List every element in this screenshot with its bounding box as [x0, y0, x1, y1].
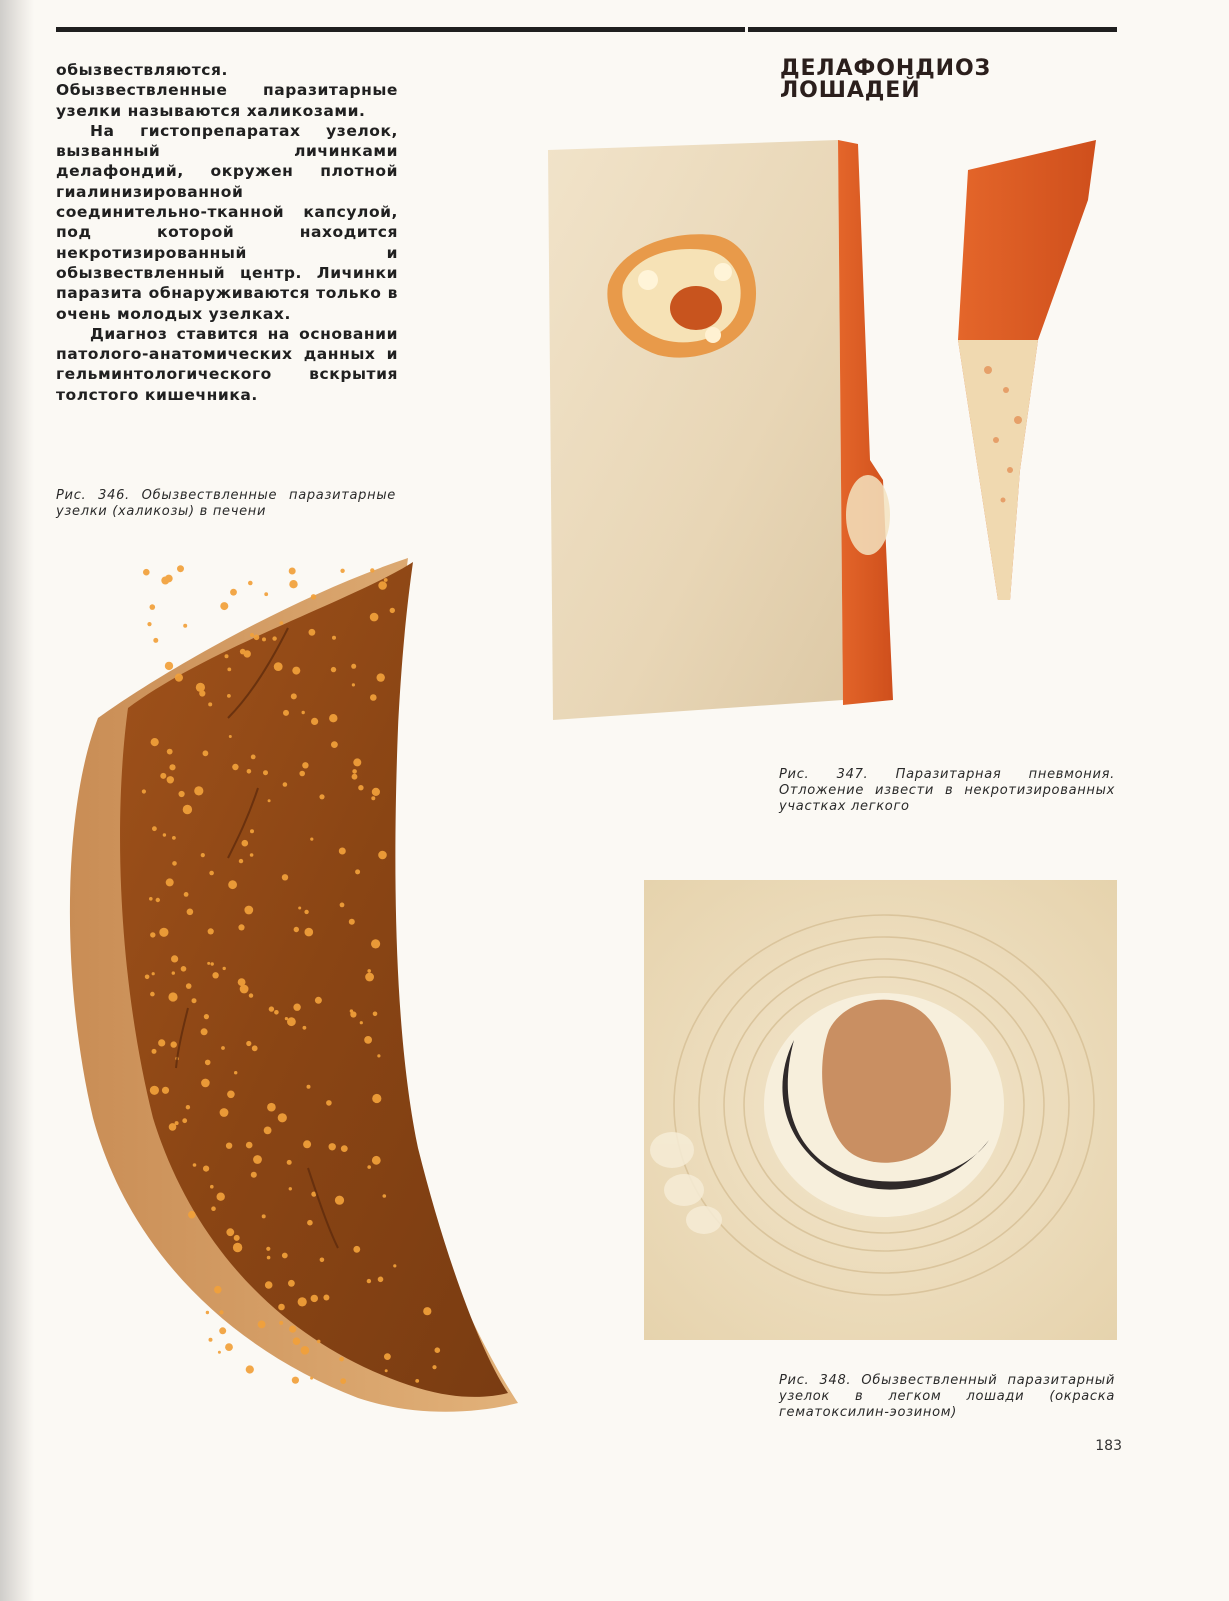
- calcified-nodule: [289, 568, 296, 575]
- calcified-nodule: [283, 782, 288, 787]
- calcified-nodule: [384, 1353, 391, 1360]
- calcified-nodule: [331, 741, 338, 748]
- calcified-nodule: [212, 972, 218, 978]
- calcified-nodule: [145, 975, 150, 980]
- calcified-nodule: [390, 608, 395, 613]
- calcified-nodule: [307, 1085, 311, 1089]
- lesion-spot-2: [714, 263, 732, 281]
- calcified-nodule: [367, 969, 371, 973]
- calcified-nodule: [367, 1165, 371, 1169]
- calcified-nodule: [287, 1160, 292, 1165]
- figure-346-caption: Рис. 346. Обызвествленные паразитарные узелки (халикозы) в печени: [56, 488, 396, 519]
- calcified-nodule: [201, 853, 205, 857]
- calcified-nodule: [227, 694, 231, 698]
- calcified-nodule: [211, 1206, 216, 1211]
- calcified-nodule: [186, 983, 192, 989]
- calcified-nodule: [372, 788, 380, 796]
- calcified-nodule: [246, 1365, 254, 1373]
- calcified-nodule: [367, 1279, 371, 1283]
- calcified-nodule: [156, 898, 160, 902]
- calcified-nodule: [282, 1253, 288, 1259]
- calcified-nodule: [352, 769, 357, 774]
- paragraph-3: Диагноз ставится на основании патолого-анатомических данных и гельминтологического вскрытия толстого кишечника.: [56, 324, 398, 404]
- calcified-nodule: [310, 1377, 313, 1380]
- calcified-nodule: [393, 1264, 396, 1267]
- calcified-nodule: [311, 1295, 318, 1302]
- calcified-nodule: [167, 776, 174, 783]
- calcified-nodule: [188, 1211, 196, 1219]
- calcified-nodule: [171, 955, 178, 962]
- page-number: 183: [1095, 1438, 1122, 1454]
- calcified-nodule: [253, 1155, 262, 1164]
- liver-illustration: [58, 558, 538, 1433]
- calcified-nodule: [204, 1014, 209, 1019]
- calcified-nodule: [246, 1041, 251, 1046]
- calcified-nodule: [304, 910, 308, 914]
- lesion-spot-1: [638, 270, 658, 290]
- calcified-nodule: [209, 871, 214, 876]
- figure-346-liver-image: [58, 558, 538, 1433]
- paragraph-1: обызвествляются. Обызвествленные паразитарные узелки называются халикозами.: [56, 61, 398, 120]
- calcified-nodule: [251, 1172, 257, 1178]
- calcified-nodule: [249, 993, 253, 997]
- calcified-nodule: [221, 1046, 225, 1050]
- calcified-nodule: [311, 718, 318, 725]
- calcified-nodule: [335, 1196, 344, 1205]
- calcified-nodule: [247, 769, 252, 774]
- calcified-nodule: [272, 636, 276, 640]
- calcified-nodule: [196, 683, 205, 692]
- calcified-nodule: [264, 592, 268, 596]
- calcified-nodule: [353, 758, 361, 766]
- calcified-nodule: [319, 794, 324, 799]
- section-title-line-1: ДЕЛАФОНДИОЗ: [780, 56, 992, 81]
- calcified-nodule: [182, 1118, 187, 1123]
- calcified-nodule: [205, 1060, 211, 1066]
- calcified-nodule: [294, 927, 299, 932]
- calcified-nodule: [280, 621, 284, 625]
- calcified-nodule: [371, 796, 375, 800]
- calcified-nodule: [152, 972, 155, 975]
- calcified-nodule: [352, 774, 358, 780]
- calcified-nodule: [226, 1228, 234, 1236]
- calcified-nodule: [293, 1337, 301, 1345]
- calcified-nodule: [193, 1163, 197, 1167]
- calcified-nodule: [364, 1036, 372, 1044]
- calcified-nodule: [219, 1310, 223, 1314]
- body-text-column: [56, 60, 398, 405]
- binding-shadow: [0, 0, 34, 1601]
- calcified-nodule: [305, 928, 314, 937]
- lung-block-surface: [548, 140, 843, 720]
- calcified-nodule: [358, 785, 363, 790]
- calcified-nodule: [187, 909, 194, 916]
- calcified-nodule: [172, 861, 177, 866]
- calcified-nodule: [239, 859, 243, 863]
- calcified-nodule: [378, 1277, 384, 1283]
- figure-347-caption: Рис. 347. Паразитарная пневмония. Отложение извести в некротизированных участках легкого: [779, 767, 1115, 814]
- calcified-nodule: [150, 932, 155, 937]
- calcified-nodule: [373, 1012, 378, 1017]
- calcified-nodule: [315, 997, 322, 1004]
- calcified-nodule: [208, 928, 214, 934]
- calcified-nodule: [250, 633, 254, 637]
- calcified-nodule: [169, 764, 175, 770]
- calcified-nodule: [248, 581, 253, 586]
- calcified-nodule: [298, 907, 301, 910]
- calcified-nodule: [262, 1214, 266, 1218]
- calcified-nodule: [360, 1021, 363, 1024]
- calcified-nodule: [163, 833, 166, 836]
- calcified-nodule: [192, 998, 197, 1003]
- calcified-nodule: [267, 1103, 276, 1112]
- calcified-nodule: [151, 738, 159, 746]
- calcified-nodule: [268, 799, 271, 802]
- calcified-nodule: [152, 1049, 157, 1054]
- calcified-nodule: [302, 711, 305, 714]
- calcified-nodule: [186, 1105, 190, 1109]
- calcified-nodule: [251, 755, 256, 760]
- calcified-nodule: [278, 1113, 287, 1122]
- calcified-nodule: [158, 1039, 165, 1046]
- calcified-nodule: [219, 1327, 226, 1334]
- calcified-nodule: [288, 1280, 295, 1287]
- calcified-nodule: [209, 1338, 213, 1342]
- calcified-nodule: [165, 662, 173, 670]
- calcified-nodule: [266, 1247, 270, 1251]
- calcified-nodule: [293, 1004, 300, 1011]
- lung-illustration: [548, 140, 1122, 740]
- calcified-nodule: [183, 805, 192, 814]
- calcified-nodule: [149, 897, 153, 901]
- calcified-nodule: [203, 1166, 209, 1172]
- calcified-nodule: [307, 1220, 313, 1226]
- calcified-nodule: [142, 789, 146, 793]
- calcified-nodule: [230, 589, 237, 596]
- calcified-nodule: [171, 1041, 177, 1047]
- calcified-nodule: [289, 580, 297, 588]
- calcified-nodule: [291, 693, 297, 699]
- calcified-nodule: [329, 714, 337, 722]
- calcified-nodule: [225, 1343, 233, 1351]
- necrotic-center: [822, 1000, 951, 1163]
- calcified-nodule: [298, 1297, 307, 1306]
- calcified-nodule: [232, 764, 238, 770]
- calcified-nodule: [238, 924, 244, 930]
- calcified-nodule: [377, 673, 385, 681]
- calcified-nodule: [201, 1079, 210, 1088]
- calcified-nodule: [210, 1185, 214, 1189]
- calcified-nodule: [378, 581, 387, 590]
- calcified-nodule: [211, 962, 214, 965]
- calcified-nodule: [227, 1091, 235, 1099]
- lesion-spot-3: [705, 327, 721, 343]
- calcified-nodule: [289, 1326, 296, 1333]
- calcified-nodule: [234, 1235, 240, 1241]
- calcified-nodule: [218, 1351, 221, 1354]
- calcified-nodule: [228, 880, 237, 889]
- calcified-nodule: [352, 683, 355, 686]
- calcified-nodule: [384, 578, 388, 582]
- calcified-nodule: [179, 791, 185, 797]
- calcified-nodule: [310, 838, 313, 841]
- calcified-nodule: [303, 1140, 311, 1148]
- calcified-nodule: [208, 702, 212, 706]
- calcified-nodule: [341, 1145, 348, 1152]
- calcified-nodule: [194, 786, 203, 795]
- calcified-nodule: [175, 674, 183, 682]
- calcified-nodule: [279, 1321, 283, 1325]
- section-title-line-2: ЛОШАДЕЙ: [780, 78, 921, 103]
- calcified-nodule: [378, 851, 387, 860]
- calcified-nodule: [153, 638, 158, 643]
- calcified-nodule: [244, 906, 253, 915]
- calcified-nodule: [340, 903, 345, 908]
- calcified-nodule: [254, 635, 260, 641]
- calcified-nodule: [285, 1017, 288, 1020]
- calcified-nodule: [225, 654, 229, 658]
- calcified-nodule: [329, 1143, 336, 1150]
- calcified-nodule: [214, 1286, 222, 1294]
- calcified-nodule: [199, 690, 205, 696]
- calcified-nodule: [258, 1321, 266, 1329]
- calcified-nodule: [370, 694, 377, 701]
- calcified-nodule: [223, 967, 226, 970]
- calcified-nodule: [350, 1011, 356, 1017]
- calcified-nodule: [331, 667, 336, 672]
- calcified-nodule: [240, 985, 249, 994]
- calcified-nodule: [292, 667, 300, 675]
- calcified-nodule: [323, 1295, 329, 1301]
- calcified-nodule: [278, 1304, 285, 1311]
- calcified-nodule: [262, 637, 266, 641]
- calcified-nodule: [167, 749, 173, 755]
- calcified-nodule: [220, 602, 228, 610]
- figure-348-histology-image: [644, 880, 1117, 1340]
- calcified-nodule: [269, 1006, 274, 1011]
- lesion-necrotic-core: [670, 286, 722, 330]
- calcified-nodule: [371, 939, 380, 948]
- top-rule-right: [748, 27, 1117, 32]
- calcified-nodule: [309, 629, 316, 636]
- calcified-nodule: [250, 853, 254, 857]
- calcified-nodule: [201, 1028, 208, 1035]
- calcified-nodule: [351, 664, 356, 669]
- calcified-nodule: [166, 878, 174, 886]
- calcified-nodule: [377, 1054, 380, 1057]
- calcified-nodule: [340, 1378, 346, 1384]
- calcified-nodule: [143, 569, 150, 576]
- histology-illustration: [644, 880, 1117, 1340]
- calcified-nodule: [162, 1087, 169, 1094]
- calcified-nodule: [353, 1246, 360, 1253]
- calcified-nodule: [234, 1071, 237, 1074]
- edge-calcification: [846, 475, 890, 555]
- calcified-nodule: [172, 971, 175, 974]
- calcified-nodule: [233, 1243, 242, 1252]
- calcified-nodule: [332, 636, 336, 640]
- calcified-nodule: [168, 992, 177, 1001]
- calcified-nodule: [267, 1256, 271, 1260]
- calcified-nodule: [340, 569, 344, 573]
- calcified-nodule: [320, 1258, 325, 1263]
- calcified-nodule: [383, 1194, 387, 1198]
- lung-strip-pale: [958, 340, 1038, 600]
- calcified-nodule: [207, 962, 210, 965]
- calcified-nodule: [372, 1156, 381, 1165]
- calcified-nodule: [339, 848, 346, 855]
- section-title: [780, 58, 1080, 102]
- calcified-nodule: [227, 668, 231, 672]
- calcified-nodule: [372, 1094, 381, 1103]
- calcified-nodule: [265, 1281, 273, 1289]
- calcified-nodule: [317, 1340, 321, 1344]
- calcified-nodule: [385, 1369, 388, 1372]
- calcified-nodule: [264, 1127, 272, 1135]
- calcified-nodule: [339, 1357, 344, 1362]
- calcified-nodule: [172, 836, 176, 840]
- calcified-nodule: [349, 919, 355, 925]
- calcified-nodule: [299, 771, 305, 777]
- calcified-nodule: [147, 622, 151, 626]
- calcified-nodule: [160, 773, 166, 779]
- figure-348-caption: Рис. 348. Обызвествленный паразитарный узелок в легком лошади (окраска гематоксилин-эозином): [779, 1373, 1115, 1420]
- calcified-nodule: [370, 568, 374, 572]
- calcified-nodule: [326, 1100, 332, 1106]
- calcified-nodule: [282, 874, 288, 880]
- calcified-nodule: [274, 662, 283, 671]
- calcified-nodule: [183, 624, 187, 628]
- calcified-nodule: [244, 650, 251, 657]
- calcified-nodule: [274, 1010, 279, 1015]
- figure-347-lung-image: [548, 140, 1122, 740]
- calcified-nodule: [203, 750, 209, 756]
- calcified-nodule: [289, 1187, 292, 1190]
- calcified-nodule: [432, 1365, 436, 1369]
- calcified-nodule: [184, 892, 189, 897]
- calcified-nodule: [252, 1045, 258, 1051]
- calcified-nodule: [263, 770, 268, 775]
- calcified-nodule: [250, 829, 254, 833]
- calcified-nodule: [355, 869, 360, 874]
- paragraph-2: На гистопрепаратах узелок, вызванный личинками делафондий, окружен плотной гиалинизированной соединительно-тканной капсулой, под которой находится некротизированный и обызвествленный центр. Личинки паразита обнаруживаются только в очень молодых узелках.: [56, 121, 398, 323]
- calcified-nodule: [287, 1017, 296, 1026]
- calcified-nodule: [217, 1193, 225, 1201]
- calcified-nodule: [169, 1123, 177, 1131]
- calcified-nodule: [150, 992, 155, 997]
- calcified-nodule: [152, 826, 157, 831]
- calcified-nodule: [435, 1347, 441, 1353]
- calcified-nodule: [370, 613, 379, 622]
- calcified-nodule: [423, 1307, 431, 1315]
- calcified-nodule: [150, 1086, 159, 1095]
- calcified-nodule: [229, 735, 232, 738]
- calcified-nodule: [301, 1346, 310, 1355]
- calcified-nodule: [177, 565, 184, 572]
- calcified-nodule: [181, 966, 187, 972]
- calcified-nodule: [283, 710, 289, 716]
- calcified-nodule: [226, 1143, 232, 1149]
- calcified-nodule: [220, 1108, 229, 1117]
- calcified-nodule: [242, 840, 249, 847]
- calcified-nodule: [150, 604, 156, 610]
- calcified-nodule: [415, 1379, 419, 1383]
- calcified-nodule: [246, 1142, 253, 1149]
- lung-block-edge: [838, 140, 893, 705]
- calcified-nodule: [302, 762, 308, 768]
- calcified-nodule: [303, 1026, 307, 1030]
- calcified-nodule: [365, 973, 374, 982]
- calcified-nodule: [161, 577, 169, 585]
- top-rule-left: [56, 27, 745, 32]
- calcified-nodule: [292, 1377, 299, 1384]
- calcified-nodule: [206, 1311, 209, 1314]
- calcified-nodule: [159, 928, 168, 937]
- calcified-nodule: [311, 594, 316, 599]
